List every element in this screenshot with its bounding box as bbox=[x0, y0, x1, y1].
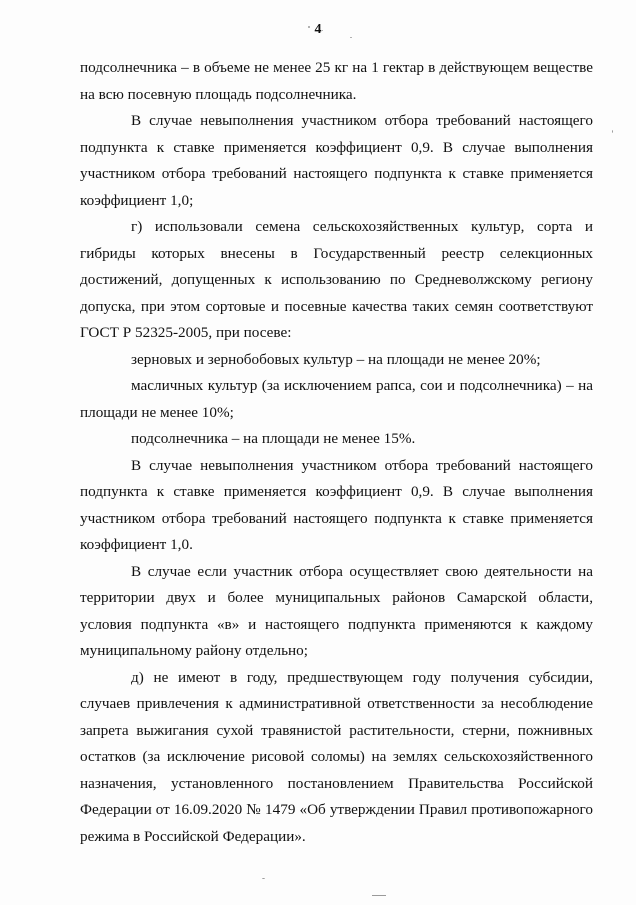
document-body bbox=[80, 55, 593, 850]
paragraph-multiple-districts: В случае если участник отбора осуществляет свою деятельности на территории двух и более муниципальных районов Самарской области, условия подпункта «в» и настоящего подпункта применяются к каждому муниципальному району отдельно; bbox=[80, 562, 593, 659]
paragraph-grain-crops: зерновых и зернобобовых культур – на площади не менее 20%; bbox=[131, 350, 541, 368]
paragraph-continuation: подсолнечника – в объеме не менее 25 кг на 1 гектар в действующем веществе на всю посевную площадь подсолнечника. bbox=[80, 59, 593, 103]
scan-speck bbox=[350, 37, 352, 38]
scan-speck bbox=[612, 130, 613, 133]
paragraph-coefficient-note-2: В случае невыполнения участником отбора требований настоящего подпункта к ставке применяется коэффициент 0,9. В случае выполнения участником отбора требований настоящего подпункта к ставке применяется коэффициент 1,0. bbox=[80, 456, 593, 553]
paragraph-item-g: г) использовали семена сельскохозяйственных культур, сорта и гибриды которых внесены в Государственный реестр селекционных достижений, допущенных к использованию по Средневолжскому региону допуска, при этом сортовые и посевные качества таких семян соответствуют ГОСТ Р 52325-2005, при посеве: bbox=[80, 218, 593, 341]
scan-speck bbox=[308, 26, 310, 28]
scan-speck bbox=[372, 895, 386, 896]
paragraph-item-d: д) не имеют в году, предшествующем году получения субсидии, случаев привлечения к административной ответственности за несоблюдение запрета выжигания сухой травянистой растительности, стерни, пожнивных остатков (за исключение рисовой соломы) на землях сельскохозяйственного назначения, установленного постановлением Правительства Российской Федерации от 16.09.2020 № 1479 «Об утверждении Правил противопожарного режима в Российской Федерации». bbox=[80, 668, 593, 845]
scan-speck bbox=[262, 878, 265, 879]
paragraph-coefficient-note-1: В случае невыполнения участником отбора требований настоящего подпункта к ставке применяется коэффициент 0,9. В случае выполнения участником отбора требований настоящего подпункта к ставке применяется коэффициент 1,0; bbox=[80, 112, 593, 209]
paragraph-sunflower: подсолнечника – на площади не менее 15%. bbox=[131, 430, 416, 447]
scan-speck bbox=[322, 30, 323, 31]
page-number: 4 bbox=[314, 22, 322, 37]
paragraph-oil-crops: масличных культур (за исключением рапса, сои и подсолнечника) – на площади не менее 10%; bbox=[80, 377, 593, 421]
